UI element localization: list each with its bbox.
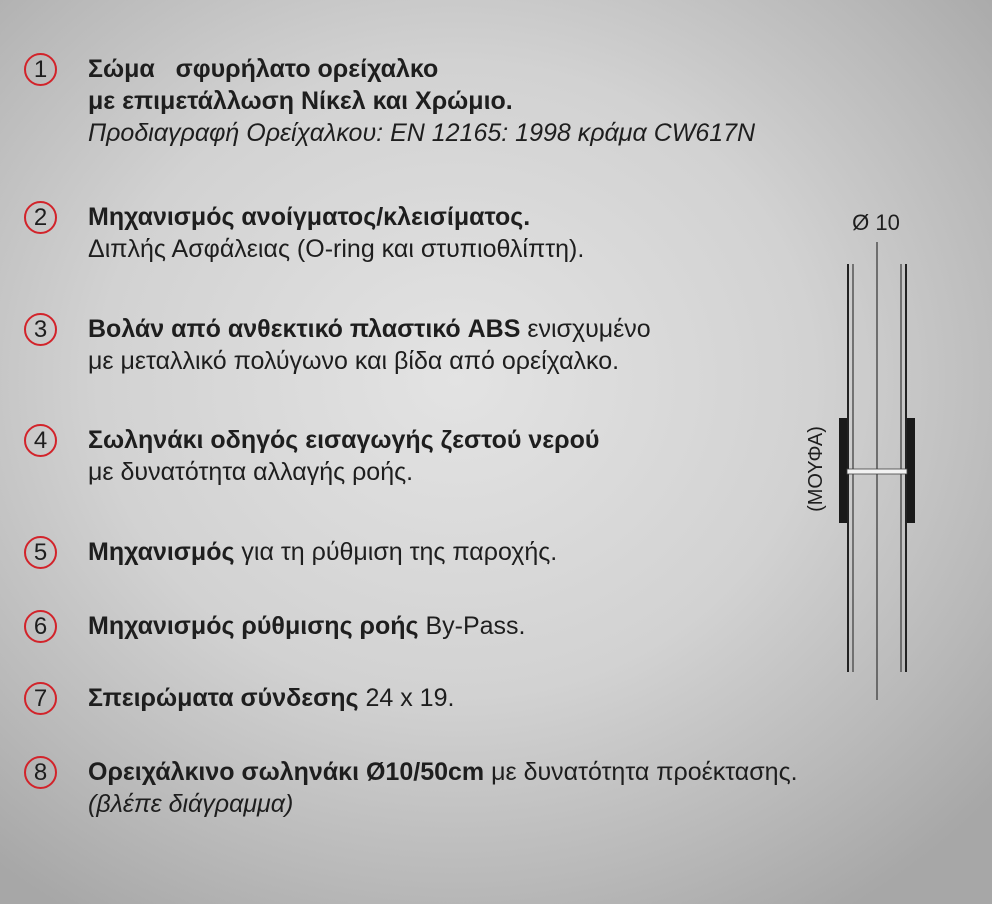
item-line-1 bbox=[88, 313, 651, 345]
item-description-line2: με μεταλλικό πολύγωνο και βίδα από ορείχαλκο. bbox=[88, 347, 620, 375]
item-number-badge: 7 bbox=[24, 682, 57, 715]
item-line-1 bbox=[88, 536, 557, 568]
item-title: Σωληνάκι οδηγός εισαγωγής ζεστού νερού bbox=[88, 426, 600, 454]
item-title: Μηχανισμός ανοίγματος/κλεισίματος. bbox=[88, 203, 531, 231]
item-note: Προδιαγραφή Ορείχαλκου: EN 12165: 1998 κράμα CW617N bbox=[88, 119, 756, 147]
item-number-badge: 1 bbox=[24, 53, 57, 86]
item-description: για τη ρύθμιση της παροχής. bbox=[234, 538, 558, 566]
item-title: Μηχανισμός bbox=[88, 538, 235, 566]
pipe-joint bbox=[847, 469, 907, 474]
item-number-badge: 8 bbox=[24, 756, 57, 789]
item-number-badge: 3 bbox=[24, 313, 57, 346]
item-description: 24 x 19. bbox=[358, 684, 455, 712]
item-description: By-Pass. bbox=[418, 612, 526, 640]
item-number-badge: 5 bbox=[24, 536, 57, 569]
sleeve-label: (ΜΟΥΦΑ) bbox=[805, 426, 827, 512]
item-title: Σώμα σφυρήλατο ορείχαλκο bbox=[88, 55, 439, 83]
item-line-1 bbox=[88, 610, 526, 642]
item-description: Διπλής Ασφάλειας (O-ring και στυπιοθλίπτη). bbox=[88, 235, 585, 263]
item-title: Ορειχάλκινο σωληνάκι Ø10/50cm bbox=[88, 758, 485, 786]
pipe-diagram bbox=[790, 200, 950, 710]
item-description: με δυνατότητα προέκτασης. bbox=[484, 758, 798, 786]
item-number-badge: 6 bbox=[24, 610, 57, 643]
item-title: Σπειρώματα σύνδεσης bbox=[88, 684, 359, 712]
item-description: ενισχυμένο bbox=[520, 315, 651, 343]
item-number-badge: 2 bbox=[24, 201, 57, 234]
diameter-label: Ø 10 bbox=[852, 210, 900, 235]
item-description: με δυνατότητα αλλαγής ροής. bbox=[88, 458, 414, 486]
item-line-1 bbox=[88, 756, 798, 788]
item-title: Βολάν από ανθεκτικό πλαστικό ABS bbox=[88, 315, 521, 343]
sleeve-left bbox=[839, 418, 847, 523]
item-number-badge: 4 bbox=[24, 424, 57, 457]
pipe-diagram-drawing bbox=[790, 200, 950, 710]
item-title-line2: με επιμετάλλωση Νίκελ και Χρώμιο. bbox=[88, 87, 513, 115]
item-note: (βλέπε διάγραμμα) bbox=[88, 790, 294, 818]
item-line-1 bbox=[88, 682, 454, 714]
sleeve-right bbox=[907, 418, 915, 523]
item-title: Μηχανισμός ρύθμισης ροής bbox=[88, 612, 419, 640]
